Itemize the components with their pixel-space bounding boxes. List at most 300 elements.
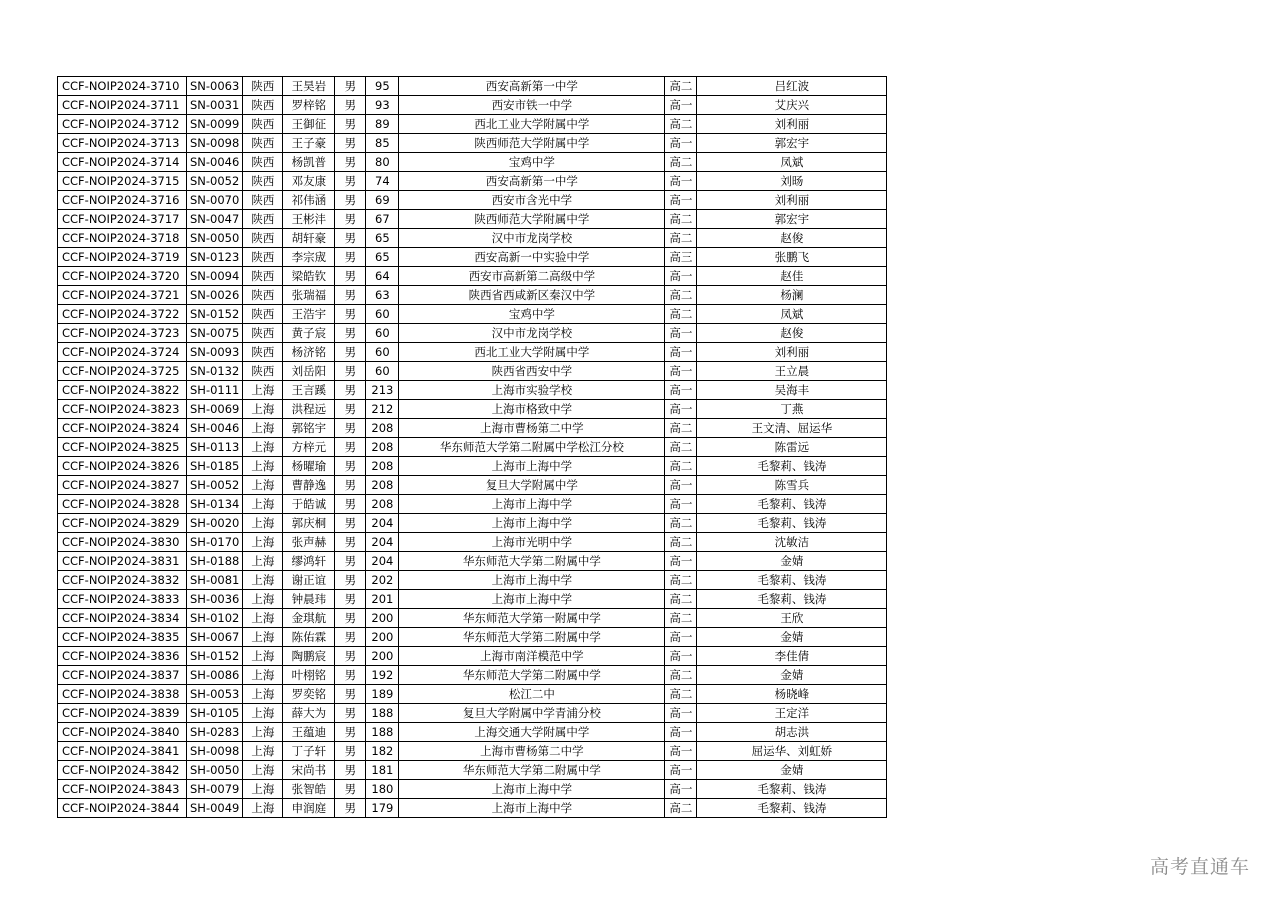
cell-gender: 男	[335, 115, 366, 134]
table-row	[58, 362, 887, 381]
cell-province: 上海	[243, 685, 283, 704]
cell-score: 179	[366, 799, 399, 818]
cell-id: CCF-NOIP2024-3715	[58, 172, 187, 191]
cell-coach: 赵俊	[697, 229, 887, 248]
cell-coach: 金婧	[697, 666, 887, 685]
cell-province: 上海	[243, 514, 283, 533]
cell-grade: 高一	[665, 191, 697, 210]
cell-gender: 男	[335, 324, 366, 343]
cell-team: SH-0170	[187, 533, 243, 552]
cell-team: SH-0036	[187, 590, 243, 609]
cell-score: 95	[366, 77, 399, 96]
cell-school: 华东师范大学第一附属中学	[399, 609, 665, 628]
cell-name: 张智皓	[283, 780, 335, 799]
cell-province: 上海	[243, 533, 283, 552]
cell-name: 陈佑霖	[283, 628, 335, 647]
cell-coach: 毛黎莉、钱涛	[697, 495, 887, 514]
cell-school: 宝鸡中学	[399, 153, 665, 172]
cell-team: SH-0152	[187, 647, 243, 666]
cell-grade: 高一	[665, 362, 697, 381]
cell-school: 宝鸡中学	[399, 305, 665, 324]
cell-coach: 金婧	[697, 552, 887, 571]
cell-province: 陕西	[243, 191, 283, 210]
cell-id: CCF-NOIP2024-3827	[58, 476, 187, 495]
cell-province: 陕西	[243, 286, 283, 305]
cell-team: SH-0052	[187, 476, 243, 495]
cell-gender: 男	[335, 343, 366, 362]
cell-province: 上海	[243, 704, 283, 723]
cell-score: 74	[366, 172, 399, 191]
cell-grade: 高一	[665, 647, 697, 666]
cell-coach: 沈敏洁	[697, 533, 887, 552]
cell-id: CCF-NOIP2024-3842	[58, 761, 187, 780]
cell-school: 华东师范大学第二附属中学	[399, 628, 665, 647]
cell-coach: 王文清、屈运华	[697, 419, 887, 438]
cell-coach: 赵俊	[697, 324, 887, 343]
cell-name: 王浩宇	[283, 305, 335, 324]
cell-score: 60	[366, 324, 399, 343]
cell-score: 69	[366, 191, 399, 210]
cell-id: CCF-NOIP2024-3722	[58, 305, 187, 324]
cell-name: 钟晨玮	[283, 590, 335, 609]
cell-grade: 高一	[665, 723, 697, 742]
cell-name: 曹静逸	[283, 476, 335, 495]
cell-grade: 高一	[665, 134, 697, 153]
cell-score: 208	[366, 438, 399, 457]
cell-school: 西安高新第一中学	[399, 77, 665, 96]
cell-province: 上海	[243, 438, 283, 457]
cell-team: SH-0086	[187, 666, 243, 685]
cell-school: 华东师范大学第二附属中学	[399, 666, 665, 685]
cell-team: SN-0094	[187, 267, 243, 286]
cell-grade: 高二	[665, 533, 697, 552]
cell-grade: 高一	[665, 476, 697, 495]
cell-province: 陕西	[243, 362, 283, 381]
table-row	[58, 571, 887, 590]
cell-province: 陕西	[243, 248, 283, 267]
table-row	[58, 457, 887, 476]
cell-coach: 陈雪兵	[697, 476, 887, 495]
cell-team: SN-0046	[187, 153, 243, 172]
table-row	[58, 647, 887, 666]
cell-score: 80	[366, 153, 399, 172]
cell-id: CCF-NOIP2024-3839	[58, 704, 187, 723]
table-row	[58, 438, 887, 457]
cell-name: 薛大为	[283, 704, 335, 723]
cell-score: 208	[366, 495, 399, 514]
cell-coach: 刘利丽	[697, 191, 887, 210]
cell-province: 上海	[243, 742, 283, 761]
cell-province: 上海	[243, 552, 283, 571]
cell-gender: 男	[335, 381, 366, 400]
cell-school: 西北工业大学附属中学	[399, 115, 665, 134]
table-row	[58, 780, 887, 799]
table-row	[58, 400, 887, 419]
table-row	[58, 343, 887, 362]
cell-team: SH-0185	[187, 457, 243, 476]
cell-province: 陕西	[243, 210, 283, 229]
cell-grade: 高二	[665, 799, 697, 818]
table-row	[58, 153, 887, 172]
cell-gender: 男	[335, 172, 366, 191]
cell-id: CCF-NOIP2024-3720	[58, 267, 187, 286]
cell-id: CCF-NOIP2024-3835	[58, 628, 187, 647]
cell-id: CCF-NOIP2024-3829	[58, 514, 187, 533]
cell-team: SN-0123	[187, 248, 243, 267]
cell-id: CCF-NOIP2024-3725	[58, 362, 187, 381]
table-row	[58, 172, 887, 191]
cell-grade: 高一	[665, 495, 697, 514]
cell-coach: 杨晓峰	[697, 685, 887, 704]
cell-score: 208	[366, 419, 399, 438]
cell-coach: 毛黎莉、钱涛	[697, 514, 887, 533]
cell-gender: 男	[335, 134, 366, 153]
cell-coach: 屈运华、刘虹娇	[697, 742, 887, 761]
cell-score: 60	[366, 343, 399, 362]
cell-id: CCF-NOIP2024-3828	[58, 495, 187, 514]
cell-score: 200	[366, 609, 399, 628]
cell-id: CCF-NOIP2024-3837	[58, 666, 187, 685]
cell-name: 邓友康	[283, 172, 335, 191]
cell-coach: 凤斌	[697, 305, 887, 324]
cell-score: 188	[366, 704, 399, 723]
cell-gender: 男	[335, 305, 366, 324]
cell-team: SH-0020	[187, 514, 243, 533]
table-row	[58, 248, 887, 267]
cell-gender: 男	[335, 210, 366, 229]
cell-grade: 高一	[665, 172, 697, 191]
cell-province: 上海	[243, 723, 283, 742]
cell-team: SH-0049	[187, 799, 243, 818]
cell-school: 上海市上海中学	[399, 495, 665, 514]
cell-team: SH-0105	[187, 704, 243, 723]
cell-team: SN-0132	[187, 362, 243, 381]
cell-school: 华东师范大学第二附属中学	[399, 552, 665, 571]
cell-province: 陕西	[243, 305, 283, 324]
cell-coach: 刘利丽	[697, 343, 887, 362]
cell-id: CCF-NOIP2024-3721	[58, 286, 187, 305]
cell-id: CCF-NOIP2024-3710	[58, 77, 187, 96]
cell-gender: 男	[335, 685, 366, 704]
cell-school: 陕西省西安中学	[399, 362, 665, 381]
cell-name: 杨凯普	[283, 153, 335, 172]
cell-province: 上海	[243, 590, 283, 609]
cell-score: 65	[366, 248, 399, 267]
cell-team: SN-0063	[187, 77, 243, 96]
cell-school: 西安市铁一中学	[399, 96, 665, 115]
table-row	[58, 210, 887, 229]
cell-coach: 张鹏飞	[697, 248, 887, 267]
cell-team: SH-0053	[187, 685, 243, 704]
cell-id: CCF-NOIP2024-3714	[58, 153, 187, 172]
cell-team: SH-0134	[187, 495, 243, 514]
cell-province: 陕西	[243, 324, 283, 343]
cell-grade: 高二	[665, 115, 697, 134]
cell-grade: 高二	[665, 286, 697, 305]
table-row	[58, 381, 887, 400]
cell-grade: 高二	[665, 305, 697, 324]
cell-coach: 毛黎莉、钱涛	[697, 590, 887, 609]
cell-province: 陕西	[243, 343, 283, 362]
watermark-text: 高考直通车	[1149, 856, 1250, 878]
cell-school: 上海市上海中学	[399, 799, 665, 818]
cell-score: 63	[366, 286, 399, 305]
cell-gender: 男	[335, 495, 366, 514]
cell-name: 黄子宸	[283, 324, 335, 343]
cell-province: 上海	[243, 628, 283, 647]
cell-school: 汉中市龙岗学校	[399, 229, 665, 248]
cell-name: 方梓元	[283, 438, 335, 457]
cell-score: 189	[366, 685, 399, 704]
cell-province: 上海	[243, 647, 283, 666]
cell-grade: 高二	[665, 457, 697, 476]
cell-id: CCF-NOIP2024-3724	[58, 343, 187, 362]
cell-school: 上海市曹杨第二中学	[399, 419, 665, 438]
cell-id: CCF-NOIP2024-3843	[58, 780, 187, 799]
cell-score: 60	[366, 362, 399, 381]
cell-gender: 男	[335, 799, 366, 818]
cell-province: 上海	[243, 780, 283, 799]
cell-coach: 毛黎莉、钱涛	[697, 799, 887, 818]
cell-gender: 男	[335, 514, 366, 533]
cell-school: 陕西师范大学附属中学	[399, 134, 665, 153]
cell-grade: 高一	[665, 742, 697, 761]
cell-name: 李宗宬	[283, 248, 335, 267]
table-row	[58, 628, 887, 647]
cell-school: 上海交通大学附属中学	[399, 723, 665, 742]
cell-grade: 高二	[665, 153, 697, 172]
cell-name: 张声赫	[283, 533, 335, 552]
cell-school: 西安市高新第二高级中学	[399, 267, 665, 286]
table-row	[58, 533, 887, 552]
cell-gender: 男	[335, 362, 366, 381]
cell-name: 申润庭	[283, 799, 335, 818]
cell-school: 上海市上海中学	[399, 457, 665, 476]
table-row	[58, 191, 887, 210]
cell-name: 梁皓钦	[283, 267, 335, 286]
cell-grade: 高一	[665, 704, 697, 723]
cell-name: 丁子轩	[283, 742, 335, 761]
cell-name: 郭庆桐	[283, 514, 335, 533]
cell-coach: 杨澜	[697, 286, 887, 305]
cell-id: CCF-NOIP2024-3716	[58, 191, 187, 210]
cell-coach: 金婧	[697, 761, 887, 780]
cell-grade: 高二	[665, 77, 697, 96]
cell-gender: 男	[335, 533, 366, 552]
cell-name: 宋尚书	[283, 761, 335, 780]
cell-id: CCF-NOIP2024-3823	[58, 400, 187, 419]
cell-team: SH-0111	[187, 381, 243, 400]
cell-coach: 刘旸	[697, 172, 887, 191]
cell-grade: 高二	[665, 609, 697, 628]
cell-province: 陕西	[243, 172, 283, 191]
cell-gender: 男	[335, 400, 366, 419]
table-row	[58, 324, 887, 343]
table-row	[58, 742, 887, 761]
table-row	[58, 495, 887, 514]
cell-gender: 男	[335, 191, 366, 210]
cell-id: CCF-NOIP2024-3712	[58, 115, 187, 134]
cell-province: 上海	[243, 799, 283, 818]
cell-school: 上海市上海中学	[399, 590, 665, 609]
cell-id: CCF-NOIP2024-3838	[58, 685, 187, 704]
cell-province: 陕西	[243, 134, 283, 153]
cell-team: SH-0113	[187, 438, 243, 457]
cell-team: SN-0050	[187, 229, 243, 248]
cell-score: 93	[366, 96, 399, 115]
table-row	[58, 704, 887, 723]
cell-province: 陕西	[243, 77, 283, 96]
cell-score: 60	[366, 305, 399, 324]
cell-id: CCF-NOIP2024-3831	[58, 552, 187, 571]
cell-team: SN-0152	[187, 305, 243, 324]
cell-score: 200	[366, 647, 399, 666]
cell-score: 67	[366, 210, 399, 229]
cell-gender: 男	[335, 571, 366, 590]
cell-province: 陕西	[243, 267, 283, 286]
cell-score: 89	[366, 115, 399, 134]
cell-id: CCF-NOIP2024-3840	[58, 723, 187, 742]
cell-coach: 刘利丽	[697, 115, 887, 134]
cell-name: 谢正谊	[283, 571, 335, 590]
cell-id: CCF-NOIP2024-3826	[58, 457, 187, 476]
cell-province: 上海	[243, 571, 283, 590]
table-row	[58, 761, 887, 780]
cell-score: 64	[366, 267, 399, 286]
cell-school: 汉中市龙岗学校	[399, 324, 665, 343]
cell-grade: 高二	[665, 419, 697, 438]
cell-team: SN-0099	[187, 115, 243, 134]
cell-school: 华东师范大学第二附属中学松江分校	[399, 438, 665, 457]
cell-id: CCF-NOIP2024-3830	[58, 533, 187, 552]
cell-province: 陕西	[243, 229, 283, 248]
cell-coach: 凤斌	[697, 153, 887, 172]
cell-id: CCF-NOIP2024-3713	[58, 134, 187, 153]
cell-name: 杨济铭	[283, 343, 335, 362]
cell-gender: 男	[335, 419, 366, 438]
cell-coach: 毛黎莉、钱涛	[697, 571, 887, 590]
table-row	[58, 552, 887, 571]
cell-coach: 郭宏宇	[697, 210, 887, 229]
cell-id: CCF-NOIP2024-3836	[58, 647, 187, 666]
cell-name: 郭铭宇	[283, 419, 335, 438]
cell-score: 208	[366, 457, 399, 476]
cell-coach: 毛黎莉、钱涛	[697, 780, 887, 799]
cell-team: SH-0081	[187, 571, 243, 590]
cell-school: 上海市实验学校	[399, 381, 665, 400]
cell-gender: 男	[335, 229, 366, 248]
cell-grade: 高一	[665, 761, 697, 780]
cell-name: 罗梓铭	[283, 96, 335, 115]
cell-id: CCF-NOIP2024-3718	[58, 229, 187, 248]
cell-gender: 男	[335, 761, 366, 780]
cell-id: CCF-NOIP2024-3834	[58, 609, 187, 628]
cell-grade: 高一	[665, 96, 697, 115]
table-row	[58, 419, 887, 438]
cell-score: 200	[366, 628, 399, 647]
cell-coach: 王定洋	[697, 704, 887, 723]
cell-gender: 男	[335, 77, 366, 96]
cell-team: SH-0098	[187, 742, 243, 761]
cell-gender: 男	[335, 704, 366, 723]
cell-coach: 艾庆兴	[697, 96, 887, 115]
cell-team: SH-0079	[187, 780, 243, 799]
cell-id: CCF-NOIP2024-3723	[58, 324, 187, 343]
cell-team: SH-0067	[187, 628, 243, 647]
cell-gender: 男	[335, 780, 366, 799]
table-row	[58, 229, 887, 248]
cell-gender: 男	[335, 267, 366, 286]
cell-grade: 高二	[665, 590, 697, 609]
table-row	[58, 134, 887, 153]
cell-grade: 高二	[665, 210, 697, 229]
cell-school: 复旦大学附属中学	[399, 476, 665, 495]
cell-coach: 丁燕	[697, 400, 887, 419]
cell-gender: 男	[335, 742, 366, 761]
cell-school: 上海市光明中学	[399, 533, 665, 552]
cell-grade: 高二	[665, 666, 697, 685]
cell-school: 上海市曹杨第二中学	[399, 742, 665, 761]
cell-team: SN-0093	[187, 343, 243, 362]
cell-province: 陕西	[243, 96, 283, 115]
cell-grade: 高一	[665, 324, 697, 343]
cell-coach: 陈雷远	[697, 438, 887, 457]
cell-gender: 男	[335, 248, 366, 267]
cell-gender: 男	[335, 647, 366, 666]
cell-gender: 男	[335, 96, 366, 115]
cell-name: 缪鸿轩	[283, 552, 335, 571]
cell-coach: 吕红波	[697, 77, 887, 96]
cell-grade: 高二	[665, 229, 697, 248]
cell-score: 192	[366, 666, 399, 685]
cell-team: SH-0069	[187, 400, 243, 419]
cell-score: 180	[366, 780, 399, 799]
cell-score: 201	[366, 590, 399, 609]
cell-school: 陕西省西咸新区秦汉中学	[399, 286, 665, 305]
cell-team: SH-0102	[187, 609, 243, 628]
cell-school: 西安高新第一中学	[399, 172, 665, 191]
table-row	[58, 609, 887, 628]
cell-id: CCF-NOIP2024-3824	[58, 419, 187, 438]
cell-gender: 男	[335, 723, 366, 742]
cell-school: 上海市格致中学	[399, 400, 665, 419]
cell-school: 上海市上海中学	[399, 780, 665, 799]
cell-name: 王子豪	[283, 134, 335, 153]
cell-name: 罗奕铭	[283, 685, 335, 704]
cell-grade: 高一	[665, 267, 697, 286]
cell-id: CCF-NOIP2024-3841	[58, 742, 187, 761]
cell-score: 204	[366, 552, 399, 571]
cell-name: 王昊岩	[283, 77, 335, 96]
cell-school: 华东师范大学第二附属中学	[399, 761, 665, 780]
cell-school: 陕西师范大学附属中学	[399, 210, 665, 229]
table-row	[58, 77, 887, 96]
cell-province: 陕西	[243, 153, 283, 172]
cell-team: SN-0026	[187, 286, 243, 305]
cell-score: 188	[366, 723, 399, 742]
cell-school: 西安市含光中学	[399, 191, 665, 210]
cell-team: SN-0098	[187, 134, 243, 153]
cell-coach: 李佳倩	[697, 647, 887, 666]
cell-grade: 高一	[665, 381, 697, 400]
cell-id: CCF-NOIP2024-3717	[58, 210, 187, 229]
cell-name: 胡轩豪	[283, 229, 335, 248]
cell-province: 上海	[243, 761, 283, 780]
cell-coach: 郭宏宇	[697, 134, 887, 153]
cell-grade: 高二	[665, 685, 697, 704]
cell-grade: 高一	[665, 343, 697, 362]
cell-gender: 男	[335, 457, 366, 476]
